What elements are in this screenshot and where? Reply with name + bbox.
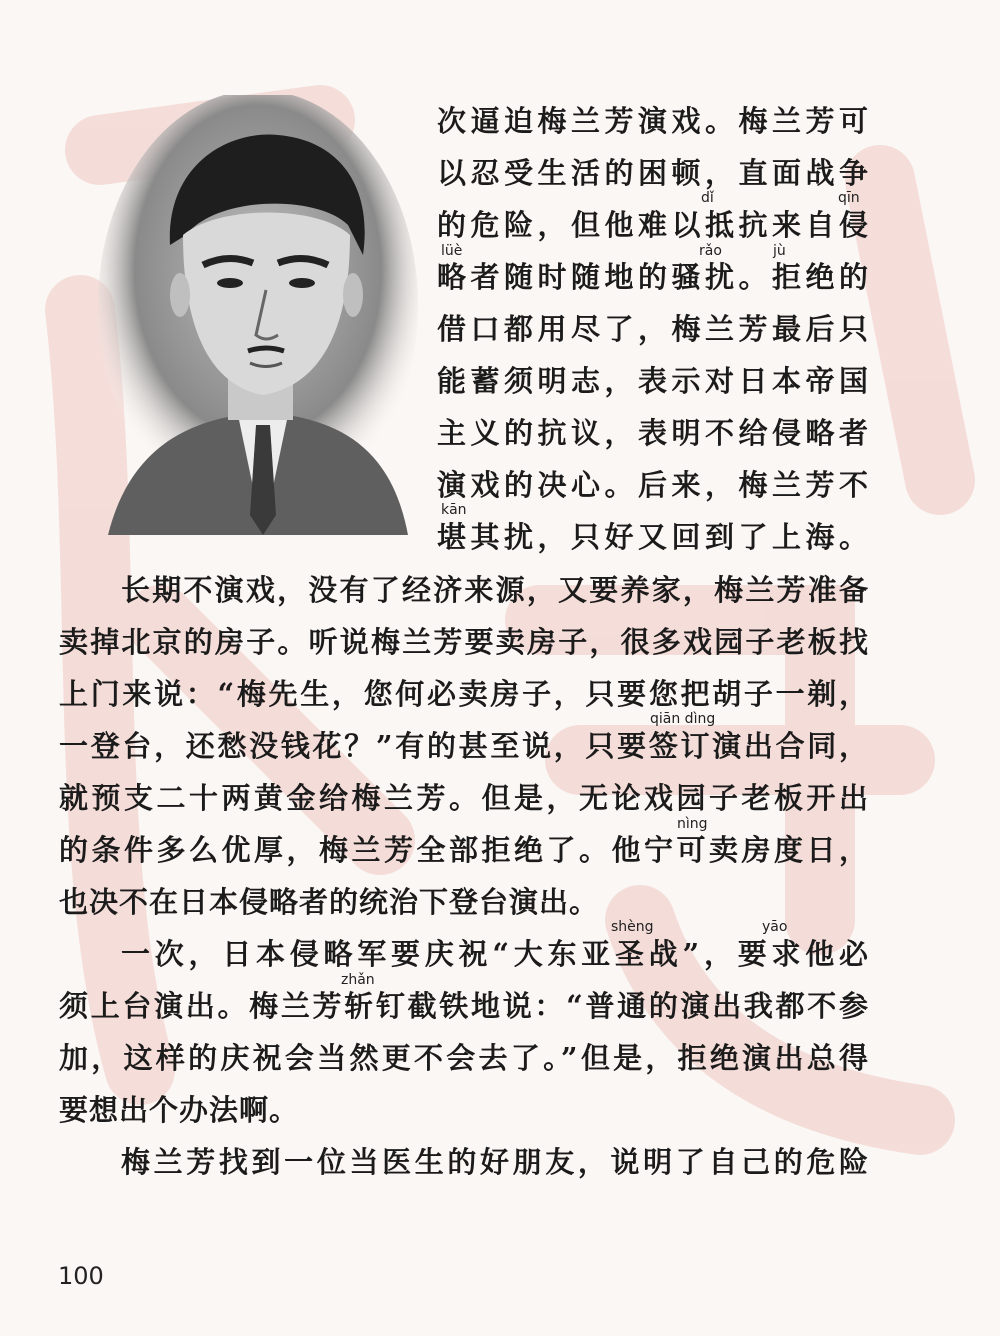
pinyin-ning: nìng: [677, 816, 708, 832]
text-line: 借口都用尽了，梅兰芳最后只: [437, 312, 869, 346]
pinyin-qin: qīn: [838, 190, 860, 206]
text-line: 略者随时随地的骚扰。拒绝的: [437, 260, 869, 294]
pinyin-yao: yāo: [762, 919, 788, 935]
pinyin-di: dǐ: [701, 190, 714, 206]
text-line: 的危险，但他难以抵抗来自侵: [437, 208, 869, 242]
text-line: 堪其扰，只好又回到了上海。: [437, 520, 869, 554]
text-line: 要想出个办法啊。: [59, 1093, 300, 1127]
text-line: 演戏的决心。后来，梅兰芳不: [437, 468, 869, 502]
text-line: 次逼迫梅兰芳演戏。梅兰芳可: [437, 104, 869, 138]
text-line: 一登台，还愁没钱花？”有的甚至说，只要签订演出合同，: [59, 729, 869, 763]
text-line: 上门来说：“梅先生，您何必卖房子，只要您把胡子一剃，: [59, 677, 869, 711]
pinyin-qianding: qiān dìng: [650, 711, 716, 727]
text-line: 也决不在日本侵略者的统治下登台演出。: [59, 885, 600, 919]
text-line: 的条件多么优厚，梅兰芳全部拒绝了。他宁可卖房度日，: [59, 833, 869, 867]
text-line: 梅兰芳找到一位当医生的好朋友，说明了自己的危险: [121, 1145, 869, 1179]
text-line: 能蓄须明志，表示对日本帝国: [437, 364, 869, 398]
text-line: 以忍受生活的困顿，直面战争: [437, 156, 869, 190]
pinyin-lue: lüè: [441, 243, 463, 259]
text-line: 一次，日本侵略军要庆祝“大东亚圣战”，要求他必: [121, 937, 869, 971]
portrait-illustration: [88, 95, 418, 535]
text-line: 加，这样的庆祝会当然更不会去了。”但是，拒绝演出总得: [59, 1041, 869, 1075]
text-line: 就预支二十两黄金给梅兰芳。但是，无论戏园子老板开出: [59, 781, 869, 815]
text-line: 长期不演戏，没有了经济来源，又要养家，梅兰芳准备: [121, 573, 869, 607]
text-line: 须上台演出。梅兰芳斩钉截铁地说：“普通的演出我都不参: [59, 989, 869, 1023]
text-line: 主义的抗议，表明不给侵略者: [437, 416, 869, 450]
pinyin-kan: kān: [441, 502, 467, 518]
page-number: 100: [58, 1262, 104, 1290]
pinyin-rao: rǎo: [699, 243, 722, 259]
text-line: 卖掉北京的房子。听说梅兰芳要卖房子，很多戏园子老板找: [59, 625, 869, 659]
pinyin-ju: jù: [773, 243, 786, 259]
pinyin-zhan: zhǎn: [341, 972, 375, 988]
pinyin-sheng: shèng: [611, 919, 654, 935]
